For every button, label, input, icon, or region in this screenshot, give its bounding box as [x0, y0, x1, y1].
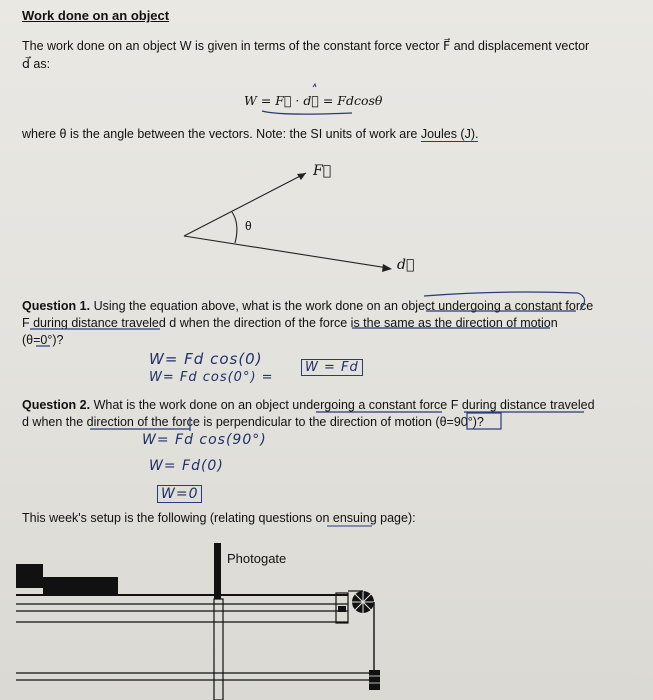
q2-answer-line-2: W= Fd(0): [149, 458, 224, 474]
displacement-vector-label: d⃗: [397, 257, 415, 273]
photogate-label: Photogate: [227, 551, 287, 566]
question-2-text-1: What is the work done on an object undergoing a constant force F during distance traveled: [93, 398, 595, 412]
q1-answer-boxed: W = Fd: [301, 359, 363, 376]
question-2-line-2: d when the direction of the force is perpendicular to the direction of motion (θ=90°)?: [22, 415, 484, 429]
question-1-line-2: F during distance traveled d when the direction of the force is the same as the direction of motion: [22, 316, 558, 330]
question-1-label: Question 1.: [22, 299, 91, 313]
question-1-text-1: Using the equation above, what is the work done on an object undergoing a constant force: [93, 299, 594, 313]
q1-answer-line-1: W= Fd cos(0): [149, 350, 263, 368]
intro-line-1: The work done on an object W is given in terms of the constant force vector F⃗ and displacement vector: [22, 39, 590, 53]
q1-answer-line-2: W= Fd cos(0°) =: [149, 370, 274, 385]
setup-line: This week's setup is the following (relating questions on ensuing page):: [22, 511, 416, 525]
where-text: where θ is the angle between the vectors. Note: the SI units of work are: [22, 127, 421, 141]
page-title: Work done on an object: [22, 8, 170, 23]
angle-label: θ: [245, 219, 252, 233]
q2-answer-line-1: W= Fd cos(90°): [142, 432, 267, 448]
question-1-line-3: (θ=0°)?: [22, 333, 64, 347]
question-2-label: Question 2.: [22, 398, 91, 412]
force-vector-label: F⃗: [313, 163, 332, 179]
units-joules: Joules (J).: [420, 127, 479, 141]
q2-answer-boxed: W=0: [157, 485, 202, 503]
work-equation: W = F⃗ · d⃗ = Fdcosθ: [244, 93, 383, 108]
intro-line-2: d⃗ as:: [22, 57, 51, 71]
